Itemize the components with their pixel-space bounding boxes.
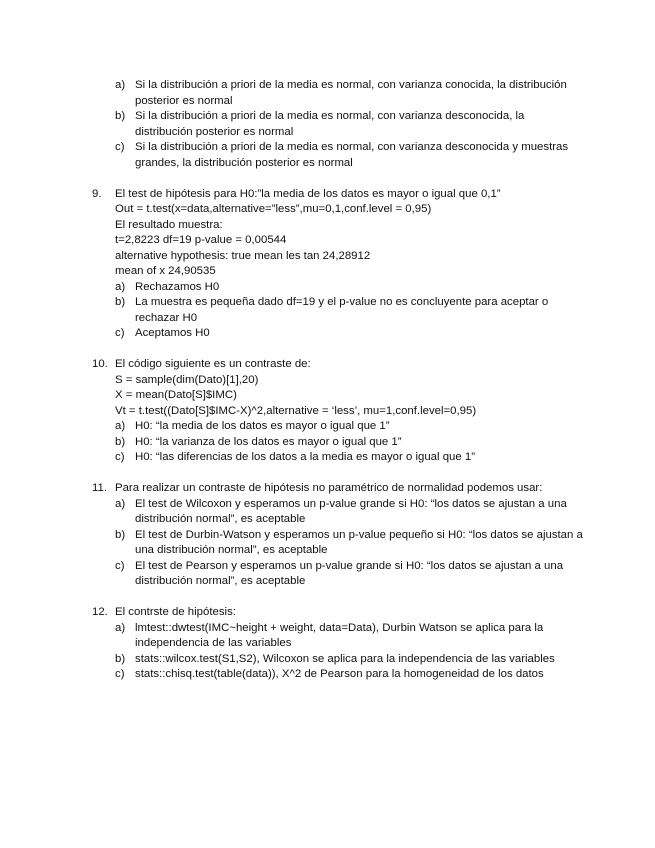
option-label: a) (115, 621, 126, 634)
text-line: mean of x 24,90535 (115, 265, 216, 277)
option-a (115, 419, 585, 435)
option-text: El test de Durbin-Watson y esperamos un p-value pequeño si H0: “los datos se ajustan a una distribución normal”, es aceptable (135, 528, 583, 556)
option-c (115, 559, 585, 590)
text-line: El resultado muestra: (115, 218, 223, 231)
option-text: stats::chisq.test(table(data)), X^2 de Pearson para la homogeneidad de los datos (135, 668, 544, 680)
option-c (115, 667, 585, 683)
question-9 (92, 187, 585, 342)
question-title: Para realizar un contraste de hipótesis no paramétrico de normalidad podemos usar: (115, 482, 543, 494)
option-a (115, 78, 585, 109)
option-b (115, 109, 585, 140)
question-number: 10. (92, 358, 108, 370)
option-label: b) (115, 652, 126, 665)
question-number: 11. (92, 482, 107, 494)
option-text: H0: “las diferencias de los datos a la media es mayor o igual que 1” (135, 451, 476, 463)
option-label: b) (115, 435, 126, 448)
code-line: Out = t.test(x=data,alternative=”less”,mu=0,1,conf.level = 0,95) (115, 203, 432, 215)
question-12 (92, 605, 585, 683)
option-c (115, 140, 585, 171)
question-title: El código siguiente es un contraste de: (115, 358, 311, 370)
question-title: El contrste de hipótesis: (115, 606, 236, 618)
option-c (115, 326, 585, 342)
option-text: Si la distribución a priori de la media es normal, con varianza desconocida y muestras grandes, la distribución posterior es normal (135, 141, 569, 169)
option-b (115, 295, 585, 326)
option-text: El test de Wilcoxon y esperamos un p-value grande si H0: “los datos se ajustan a una distribución normal”, es aceptable (135, 497, 567, 525)
option-text: H0: “la media de los datos es mayor o igual que 1” (135, 420, 390, 432)
option-text: lmtest::dwtest(IMC~height + weight, data=Data), Durbin Watson se aplica para la independencia de las variables (135, 621, 544, 649)
question-11 (92, 481, 585, 590)
code-line: X = mean(Dato[S]$IMC) (115, 389, 237, 401)
option-text: Rechazamos H0 (135, 280, 220, 293)
code-line: Vt = t.test((Dato[S]$IMC-X)^2,alternative = ‘less’, mu=1,conf.level=0,95) (115, 404, 477, 417)
option-label: c) (115, 327, 125, 339)
option-b (115, 435, 585, 451)
option-b (115, 528, 585, 559)
option-label: b) (115, 296, 126, 308)
option-c (115, 450, 585, 466)
option-label: a) (115, 420, 126, 432)
option-label: a) (115, 497, 126, 510)
option-label: c) (115, 668, 125, 680)
question-number: 12. (92, 606, 108, 618)
top-options (115, 78, 585, 171)
document-page (0, 78, 655, 683)
option-label: c) (115, 451, 125, 463)
question-title: El test de hipótesis para H0:”la media de los datos es mayor o igual que 0,1” (115, 187, 501, 200)
option-text: H0: “la varianza de los datos es mayor o igual que 1” (135, 435, 402, 448)
option-a (115, 621, 585, 652)
code-line: S = sample(dim(Dato)[1],20) (115, 373, 259, 386)
option-label: c) (115, 559, 125, 572)
option-a (115, 497, 585, 528)
option-label: b) (115, 528, 126, 541)
option-text: Aceptamos H0 (135, 327, 210, 339)
option-a (115, 280, 585, 296)
option-label: a) (115, 79, 126, 91)
question-10 (92, 357, 585, 466)
option-text: Si la distribución a priori de la media es normal, con varianza desconocida, la distribución posterior es normal (135, 110, 525, 138)
option-label: a) (115, 280, 126, 293)
option-b (115, 652, 585, 668)
option-text: Si la distribución a priori de la media es normal, con varianza conocida, la distribución posterior es normal (135, 79, 567, 107)
option-text: stats::wilcox.test(S1,S2), Wilcoxon se aplica para la independencia de las variables (135, 652, 555, 665)
text-line: alternative hypothesis: true mean les tan 24,28912 (115, 249, 371, 262)
option-text: El test de Pearson y esperamos un p-value grande si H0: “los datos se ajustan a una distribución normal”, es aceptable (135, 559, 564, 587)
option-text: La muestra es pequeña dado df=19 y el p-value no es concluyente para aceptar o rechazar H0 (135, 296, 549, 324)
question-number: 9. (92, 187, 102, 200)
text-line: t=2,8223 df=19 p-value = 0,00544 (115, 234, 287, 246)
option-label: b) (115, 110, 126, 122)
option-label: c) (115, 141, 125, 153)
